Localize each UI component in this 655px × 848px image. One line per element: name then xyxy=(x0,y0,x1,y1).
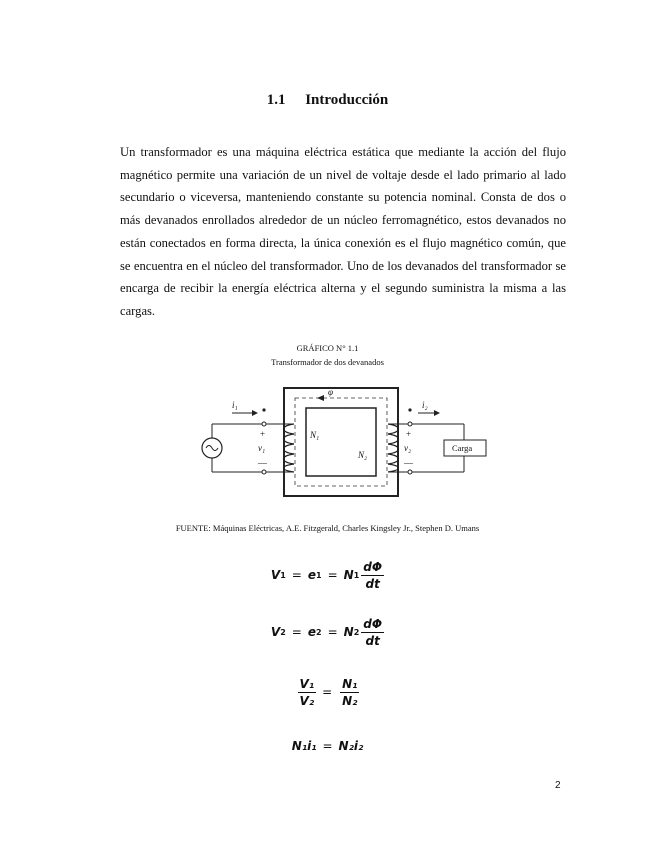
equation-4 xyxy=(0,736,655,756)
eq3-right-denominator: N₂ xyxy=(342,693,358,708)
eq2-v-sub: 2 xyxy=(280,627,286,637)
transformer-diagram xyxy=(196,380,496,510)
eq1-e: e xyxy=(307,568,316,582)
figure-title: GRÁFICO N° 1.1 xyxy=(296,343,359,353)
n2-label: N₂ xyxy=(358,450,368,460)
eq2-v: V xyxy=(270,625,281,639)
v1-label: v₁ xyxy=(258,443,266,453)
primary-coil xyxy=(284,424,295,472)
eq2-denominator: dt xyxy=(365,633,380,648)
eq3-left-fraction xyxy=(298,677,317,708)
n1-label: N₁ xyxy=(310,430,320,440)
ac-wave xyxy=(206,446,218,451)
v1-minus: — xyxy=(258,458,267,468)
eq3-equals: = xyxy=(322,685,333,699)
intro-paragraph: Un transformador es una máquina eléctrica estática que mediante la acción del flujo magnético permite una variación de un nivel de voltaje desde el lado primario al lado secundario o viceversa, manteniendo constante su potencia nominal. Consta de dos o más devanados enrollados alrededor de un núcleo ferromagnético, estos devanados no están conectados en forma directa, la única conexión es el flujo magnético común, que se encuentra en el núcleo del transformador. Uno de los devanados del transformador se encarga de recibir la energía eléctrica alterna y el segundo suministra la misma a las cargas. xyxy=(120,145,566,318)
flux-path xyxy=(295,398,387,486)
figure-subtitle: Transformador de dos devanados xyxy=(271,357,384,367)
v2-plus: + xyxy=(406,429,412,439)
eq1-denominator: dt xyxy=(365,576,380,591)
v1-plus: + xyxy=(260,429,266,439)
eq1-numerator: dΦ xyxy=(363,559,383,574)
eq4-lhs: N₁i₁ xyxy=(291,739,317,753)
flux-arrow xyxy=(317,395,324,401)
eq1-n-sub: 1 xyxy=(353,570,360,580)
section-number: 1.1 xyxy=(266,92,286,108)
eq3-left-numerator: V₁ xyxy=(299,676,315,691)
equation-2 xyxy=(0,614,655,650)
figure-source: FUENTE: Máquinas Eléctricas, A.E. Fitzgerald, Charles Kingsley Jr., Stephen D. Umans xyxy=(175,523,480,533)
eq1-v-sub: 1 xyxy=(280,570,286,580)
flux-label: φ xyxy=(328,387,333,397)
eq3-right-fraction xyxy=(340,677,359,708)
eq2-fraction xyxy=(361,617,384,648)
i2-label: i₂ xyxy=(422,400,428,410)
eq3-left-denominator: V₂ xyxy=(299,693,315,708)
equation-1 xyxy=(0,557,655,593)
v2-label: v₂ xyxy=(404,443,412,453)
secondary-coil xyxy=(388,424,399,472)
load-label: Carga xyxy=(452,443,473,453)
v2-minus: — xyxy=(404,458,413,468)
eq2-numerator: dΦ xyxy=(363,616,383,631)
section-heading xyxy=(0,92,655,109)
eq1-v: V xyxy=(270,568,281,582)
eq2-n-sub: 2 xyxy=(353,627,360,637)
eq2-equals-2: = xyxy=(327,625,338,639)
eq2-e: e xyxy=(307,625,316,639)
section-title: Introducción xyxy=(305,92,389,108)
equation-3 xyxy=(0,674,655,710)
eq4-rhs: N₂i₂ xyxy=(338,739,364,753)
core-inner xyxy=(306,408,376,476)
eq2-n: N xyxy=(343,625,354,639)
i1-label: i₁ xyxy=(232,400,238,410)
eq4-equals: = xyxy=(322,739,333,753)
eq2-e-sub: 2 xyxy=(316,627,322,637)
eq1-equals-1: = xyxy=(291,568,302,582)
eq2-equals-1: = xyxy=(291,625,302,639)
eq3-right-numerator: N₁ xyxy=(342,676,358,691)
eq1-e-sub: 1 xyxy=(316,570,322,580)
core-outer xyxy=(284,388,398,496)
eq1-n: N xyxy=(343,568,354,582)
eq1-equals-2: = xyxy=(327,568,338,582)
eq1-fraction xyxy=(361,560,384,591)
page-number: 2 xyxy=(555,780,561,791)
